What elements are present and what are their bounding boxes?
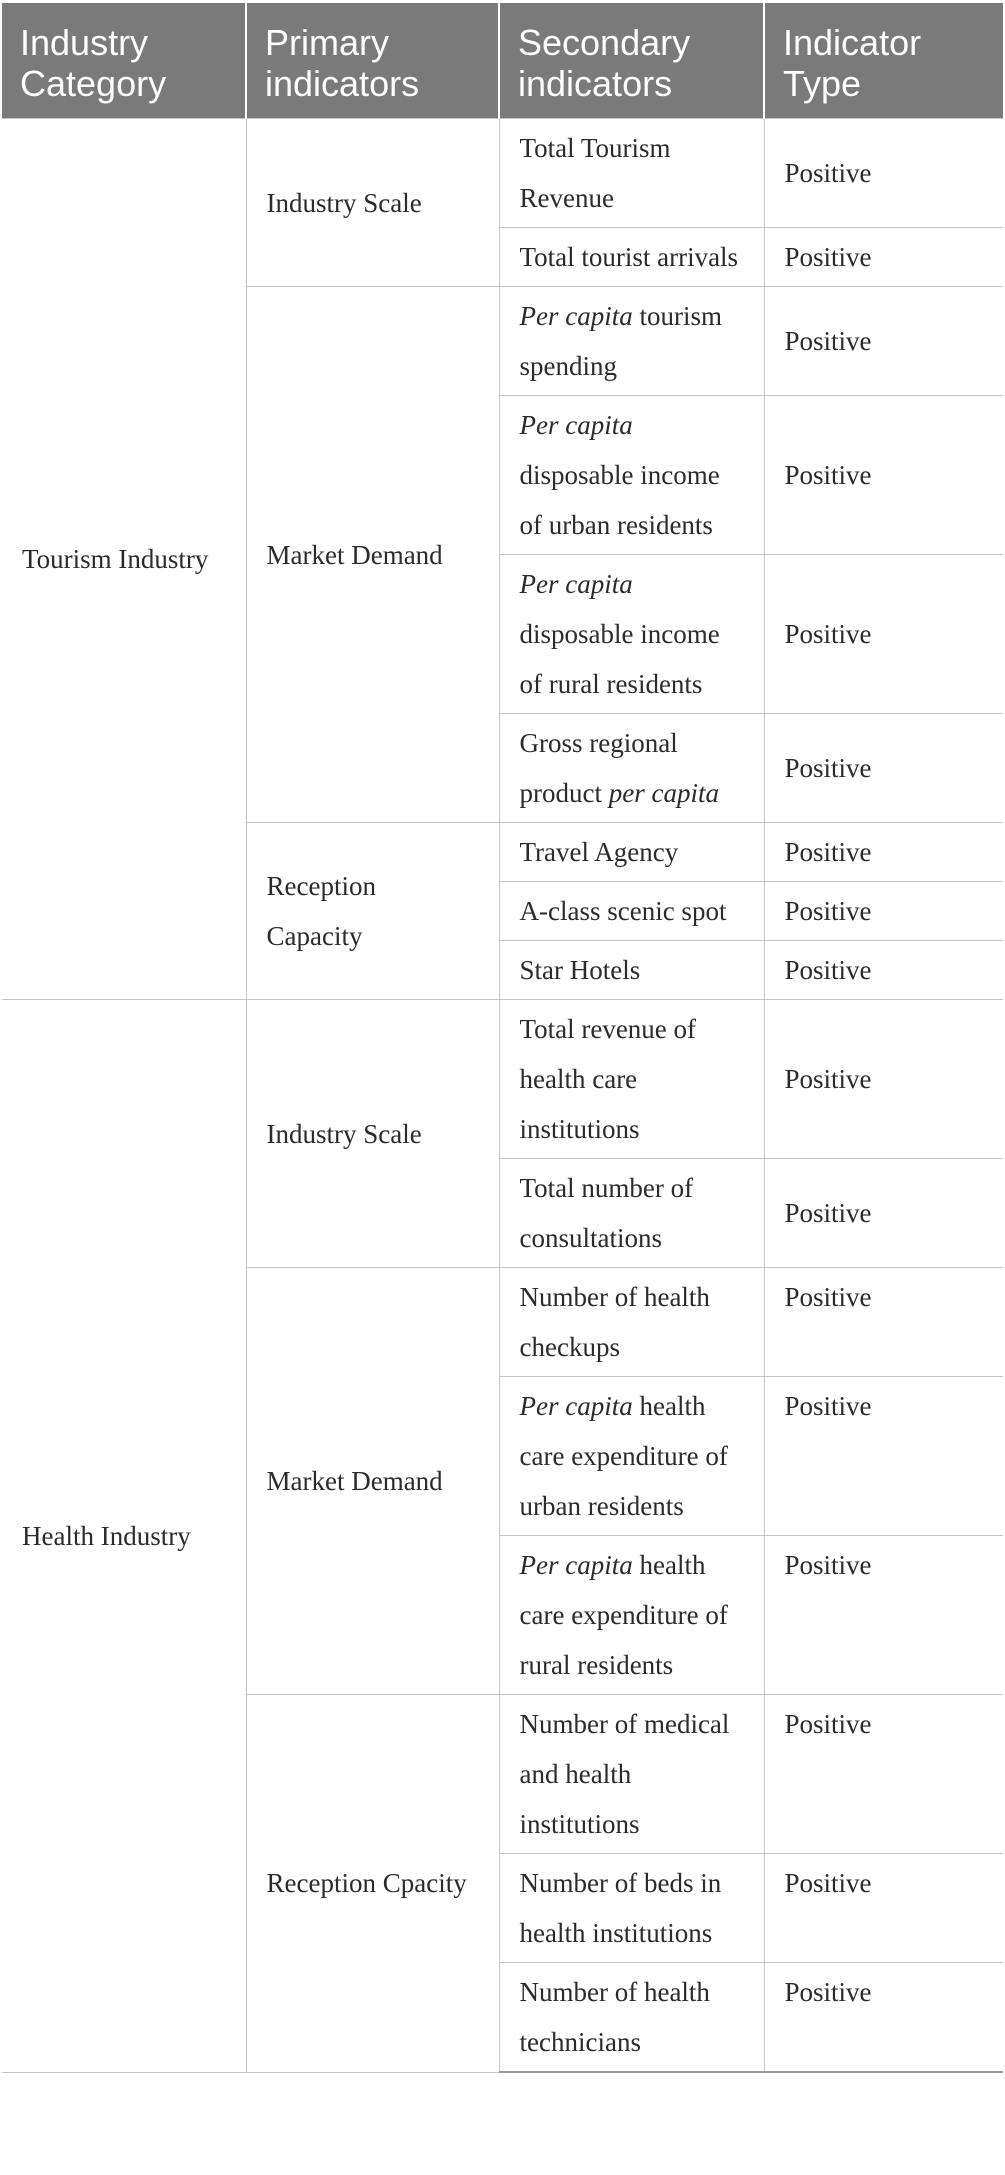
secondary-indicator-cell (499, 1854, 764, 1963)
indicator-type-cell: Positive (764, 1854, 1003, 1963)
secondary-text-pre: Gross regional product (519, 728, 678, 808)
secondary-indicator-cell (499, 1000, 764, 1159)
indicator-type-cell: Positive (764, 1268, 1003, 1377)
indicator-type-cell: Positive (764, 714, 1003, 823)
secondary-indicator-cell (499, 1536, 764, 1695)
secondary-text-post: disposable income of rural residents (519, 619, 720, 699)
header-row (2, 3, 1003, 119)
secondary-indicator-cell (499, 941, 764, 1000)
indicator-type-cell: Positive (764, 1159, 1003, 1268)
primary-indicator-cell: Market Demand (246, 287, 499, 823)
primary-indicator-cell: Industry Scale (246, 119, 499, 287)
table-body (2, 119, 1003, 2073)
secondary-text-post: Total revenue of health care institutions (519, 1014, 697, 1144)
indicator-type-cell: Positive (764, 941, 1003, 1000)
header-industry-category: Industry Category (2, 3, 246, 119)
secondary-text-post: health care expenditure of urban residents (519, 1391, 728, 1521)
indicator-type-cell: Positive (764, 119, 1003, 228)
secondary-indicator-cell (499, 1377, 764, 1536)
secondary-text-post: disposable income of urban residents (519, 460, 720, 540)
header-secondary-indicators: Secondary indicators (499, 3, 764, 119)
industry-category-cell: Health Industry (2, 1000, 246, 2073)
secondary-text-post: Number of health checkups (519, 1282, 710, 1362)
table-row (2, 119, 1003, 228)
secondary-indicator-cell (499, 714, 764, 823)
indicator-type-cell: Positive (764, 823, 1003, 882)
secondary-text-italic: per capita (608, 778, 719, 808)
secondary-indicator-cell (499, 1963, 764, 2073)
secondary-text-post: Star Hotels (519, 955, 641, 985)
indicator-type-cell: Positive (764, 1536, 1003, 1695)
secondary-text-italic: Per capita (519, 1391, 633, 1421)
indicator-type-cell: Positive (764, 228, 1003, 287)
secondary-text-post: A-class scenic spot (519, 896, 727, 926)
secondary-text-italic: Per capita (519, 410, 633, 440)
secondary-text-post: Number of beds in health institutions (519, 1868, 722, 1948)
indicator-type-cell: Positive (764, 396, 1003, 555)
indicator-type-cell: Positive (764, 1695, 1003, 1854)
secondary-text-italic: Per capita (519, 1550, 633, 1580)
indicator-table (2, 3, 1003, 2073)
secondary-indicator-cell (499, 228, 764, 287)
secondary-indicator-cell (499, 555, 764, 714)
secondary-indicator-cell (499, 119, 764, 228)
table-row (2, 1000, 1003, 1159)
secondary-text-post: Travel Agency (519, 837, 679, 867)
industry-category-cell: Tourism Industry (2, 119, 246, 1000)
secondary-indicator-cell (499, 1268, 764, 1377)
primary-indicator-cell: Reception Cpacity (246, 1695, 499, 2073)
secondary-indicator-cell (499, 1695, 764, 1854)
secondary-indicator-cell (499, 823, 764, 882)
indicator-type-cell: Positive (764, 1000, 1003, 1159)
indicator-type-cell: Positive (764, 882, 1003, 941)
secondary-text-post: Total number of consultations (519, 1173, 694, 1253)
secondary-text-post: tourism spending (519, 301, 722, 381)
indicator-type-cell: Positive (764, 287, 1003, 396)
secondary-text-italic: Per capita (519, 569, 633, 599)
secondary-text-italic: Per capita (519, 301, 633, 331)
secondary-indicator-cell (499, 396, 764, 555)
secondary-text-post: Number of health technicians (519, 1977, 710, 2057)
secondary-indicator-cell (499, 287, 764, 396)
indicator-type-cell: Positive (764, 555, 1003, 714)
primary-indicator-cell: Industry Scale (246, 1000, 499, 1268)
secondary-indicator-cell (499, 882, 764, 941)
primary-indicator-cell: Reception Capacity (246, 823, 499, 1000)
primary-indicator-cell: Market Demand (246, 1268, 499, 1695)
secondary-text-post: Total tourist arrivals (519, 242, 739, 272)
header-primary-indicators: Primary indicators (246, 3, 499, 119)
secondary-indicator-cell (499, 1159, 764, 1268)
secondary-text-post: health care expenditure of rural residents (519, 1550, 728, 1680)
indicator-type-cell: Positive (764, 1963, 1003, 2073)
header-indicator-type: Indicator Type (764, 3, 1003, 119)
secondary-text-post: Number of medical and health institutions (519, 1709, 730, 1839)
indicator-type-cell: Positive (764, 1377, 1003, 1536)
secondary-text-post: Total Tourism Revenue (519, 133, 671, 213)
